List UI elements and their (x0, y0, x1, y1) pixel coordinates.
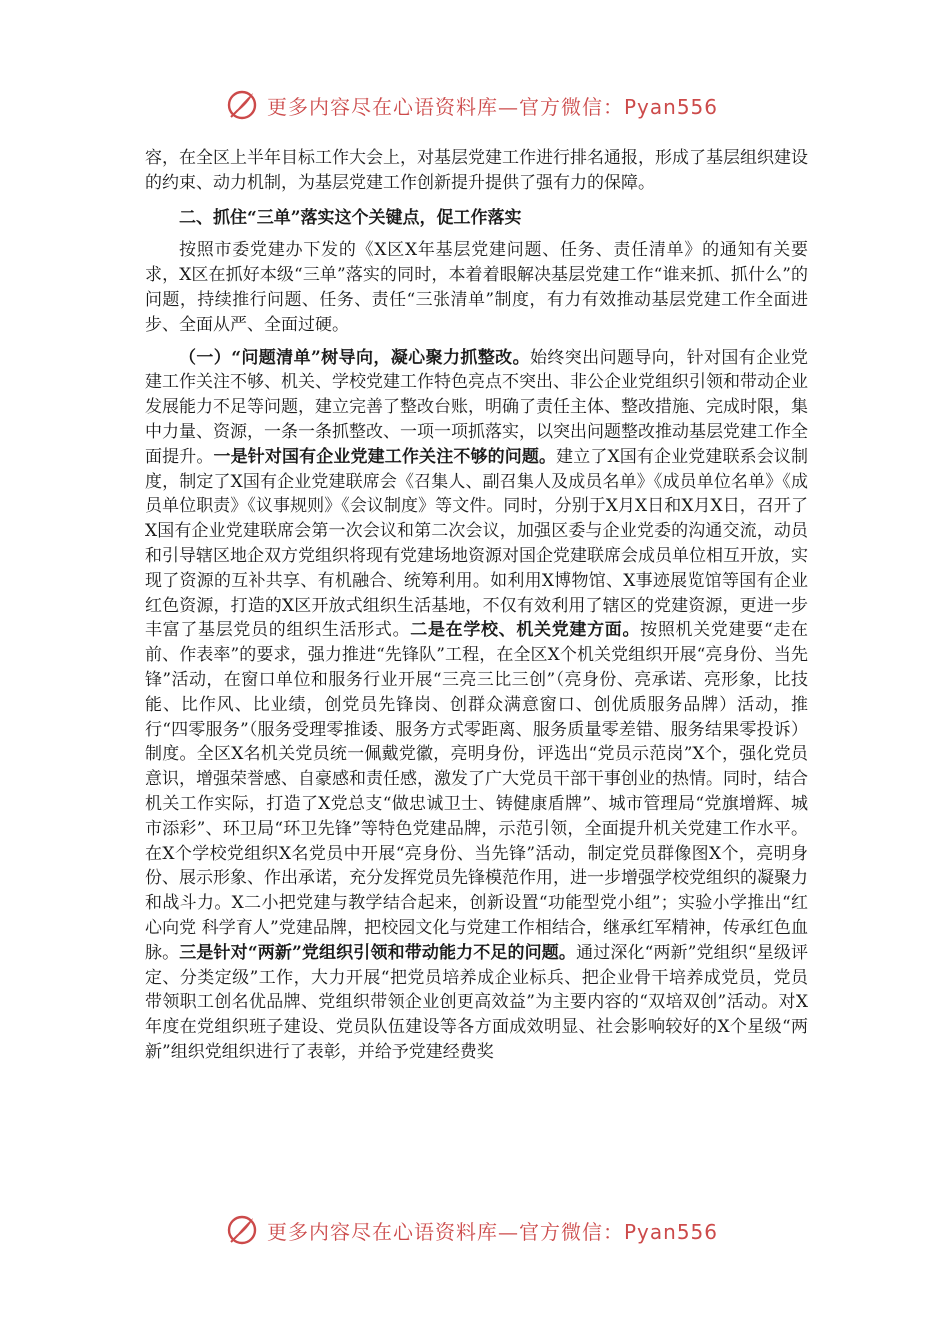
point-two-heading: 二是在学校、机关党建方面。 (410, 620, 641, 641)
watermark-banner-top (225, 85, 745, 125)
watermark-text: 更多内容尽在心语资料库—官方微信：Pyan556 (267, 1219, 719, 1244)
point-three-heading: 三是针对“两新”党组织引领和带动能力不足的问题。 (179, 942, 577, 963)
wechat-id: Pyan556 (624, 94, 719, 119)
section-heading: 二、抓住“三单”落实这个关键点，促工作落实 (179, 207, 522, 228)
wechat-id: Pyan556 (624, 1219, 719, 1244)
watermark-banner-bottom (225, 1210, 745, 1250)
point-one-heading: 一是针对国有企业党建工作关注不够的问题。 (213, 446, 557, 467)
subsection-heading: （一）“问题清单”树导向，凝心聚力抓整改。 (179, 347, 530, 368)
paragraph-intro: 按照市委党建办下发的《X区X年基层党建问题、任务、责任清单》的通知有关要求，X区在抓好本级“三单”落实的同时，本着着眼解决基层党建工作“谁来抓、抓什么”的问题，持续推行问题、任务、责任“三张清单”制度，有力有效推动基层党建工作全面进步、全面从严、全面过硬。 (145, 240, 808, 335)
watermark-text: 更多内容尽在心语资料库—官方微信：Pyan556 (267, 94, 719, 119)
document-body (145, 146, 808, 1065)
paragraph-problem-list: （一）“问题清单”树导向，凝心聚力抓整改。始终突出问题导向，针对国有企业党建工作关注不够、机关、学校党建工作特色亮点不突出、非公企业党组织引领和带动企业发展能力不足等问题，建立完善了整改台账，明确了责任主体、整改措施、完成时限，集中力量、资源，一条一条抓整改、一项一项抓落实，以突出问题整改推动基层党建工作全面提升。一是针对国有企业党建工作关注不够的问题。建立了X国有企业党建联系会议制度，制定了X国有企业党建联席会《召集人、副召集人及成员名单》《成员单位名单》《成员单位职责》《议事规则》《会议制度》等文件。同时，分别于X月X日和X月X日，召开了X国有企业党建联席会第一次会议和第二次会议，加强区委与企业党委的沟通交流，动员和引导辖区地企双方党组织将现有党建场地资源对国企党建联席会成员单位相互开放，实现了资源的互补共享、有机融合、统筹利用。如利用X博物馆、X事迹展览馆等国有企业红色资源，打造的X区开放式组织生活基地，不仅有效利用了辖区的党建资源，更进一步丰富了基层党员的组织生活形式。二是在学校、机关党建方面。按照机关党建要“走在前、作表率”的要求，强力推进“先锋队”工程，在全区X个机关党组织开展“亮身份、当先锋”活动，在窗口单位和服务行业开展“三亮三比三创”（亮身份、亮承诺、亮形象，比技能、比作风、比业绩，创党员先锋岗、创群众满意窗口、创优质服务品牌）活动，推行“四零服务”（服务受理零推诿、服务方式零距离、服务质量零差错、服务结果零投诉）制度。全区X名机关党员统一佩戴党徽，亮明身份，评选出“党员示范岗”X个，强化党员意识，增强荣誉感、自豪感和责任感，激发了广大党员干部干事创业的热情。同时，结合机关工作实际，打造了X党总支“做忠诚卫士、铸健康盾牌”、城市管理局“党旗增辉、城市添彩”、环卫局“环卫先锋”等特色党建品牌，示范引领，全面提升机关党建工作水平。在X个学校党组织X名党员中开展“亮身份、当先锋”活动，制定党员群像图X个，亮明身份、展示形象、作出承诺，充分发挥党员先锋模范作用，进一步增强学校党组织的凝聚力和战斗力。X二小把党建与教学结合起来，创新设置“功能型党小组”；实验小学推出“红心向党 科学育人”党建品牌，把校园文化与党建工作相结合，继承红军精神，传承红色血脉。三是针对“两新”党组织引领和带动能力不足的问题。通过深化“两新”党组织“星级评定、分类定级”工作，大力开展“把党员培养成企业标兵、把企业骨干培养成党员，党员带领职工创名优品牌、党组织带领企业创更高效益”为主要内容的“双培双创”活动。对X年度在党组织班子建设、党员队伍建设等各方面成效明显、社会影响较好的X个星级“两新”组织党组织进行了表彰，并给予党建经费奖 (145, 347, 809, 1062)
paragraph-continuation: 容，在全区上半年目标工作大会上，对基层党建工作进行排名通报，形成了基层组织建设的约束、动力机制，为基层党建工作创新提升提供了强有力的保障。 (145, 148, 808, 193)
quill-circle-icon (225, 1213, 259, 1247)
quill-circle-icon (225, 88, 259, 122)
